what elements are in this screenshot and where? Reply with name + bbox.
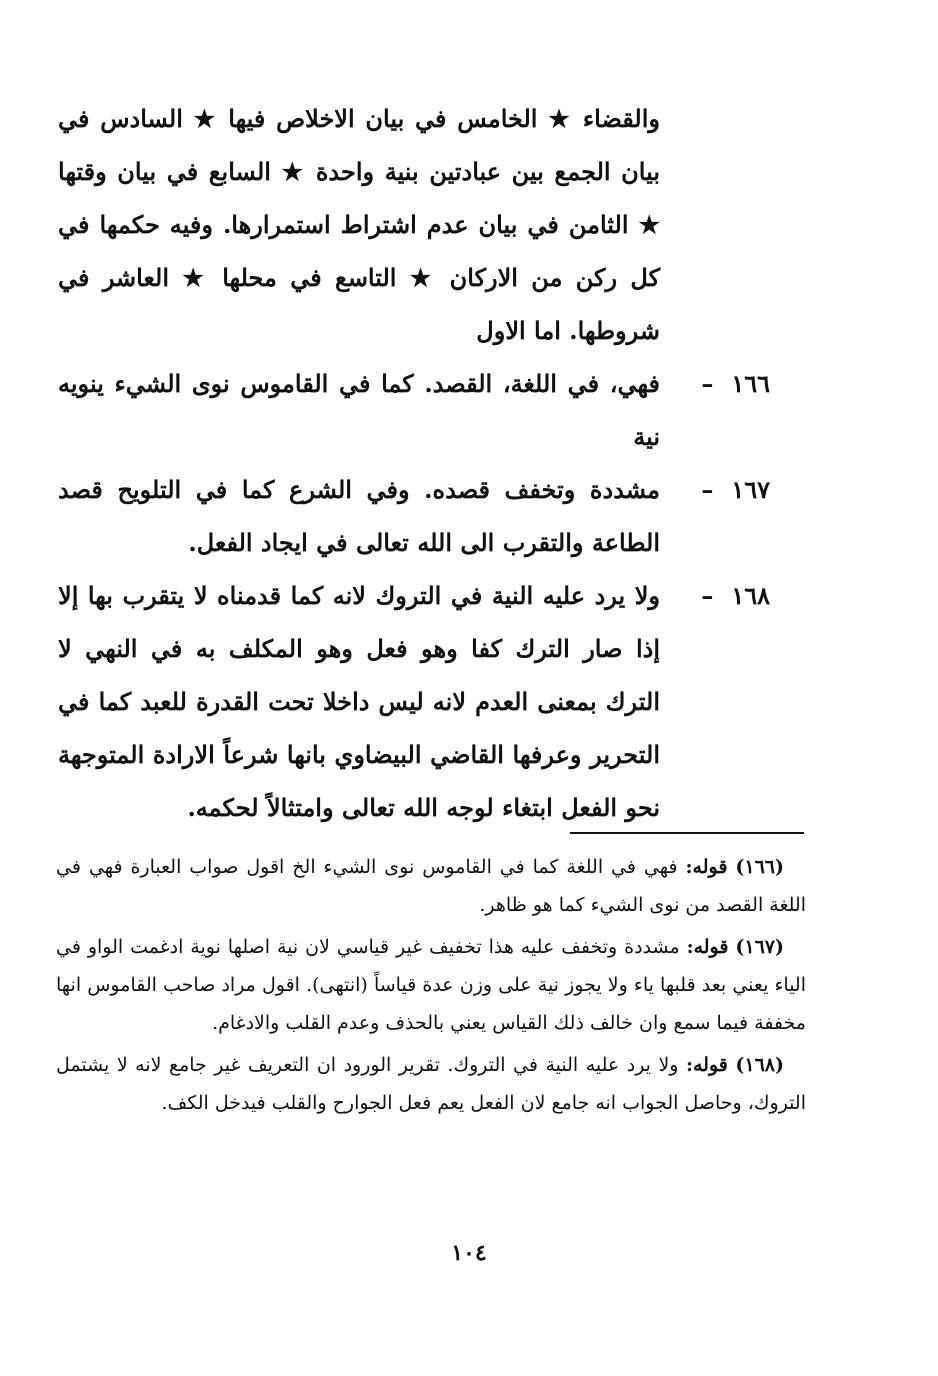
footnotes [56, 848, 806, 1126]
main-text [58, 92, 770, 834]
intro-paragraph: والقضاء ★ الخامس في بيان الاخلاص فيها ★ السادس في بيان الجمع بين عبادتين بنية واحدة ★ السابع في بيان وقتها ★ الثامن في بيان عدم اشتراط استمرارها. وفيه حكمها في كل ركن من الاركان ★ التاسع في محلها ★ العاشر في شروطها. اما الاول [58, 104, 660, 345]
paragraph-number [660, 357, 770, 463]
footnote-ref: (١٦٨) [735, 1054, 784, 1076]
footnote-text: مشددة وتخفف عليه هذا تخفيف غير قياسي لان نية اصلها نوية ادغمت الواو في الياء يعني بعد قلبها ياء ولا يجوز نية على وزن عدة قياساً (انتهى). اقول مراد صاحب القاموس انها مخففة فيما سمع وان خالف ذلك القياس يعني بالحذف وعدم القلب والادغام. [56, 936, 806, 1034]
footnote-keyword: قوله: [685, 1054, 728, 1076]
footnote-167 [56, 928, 806, 1042]
footnote-ref: (١٦٧) [735, 936, 784, 958]
footnote-166 [56, 848, 806, 924]
paragraph-number [660, 463, 770, 569]
page-number: ١٠٤ [451, 1240, 487, 1266]
footnote-separator [570, 832, 804, 834]
number-label: ١٦٧ [731, 475, 770, 504]
footnote-keyword: قوله: [685, 856, 728, 878]
footnote-keyword: قوله: [686, 936, 729, 958]
footnote-168 [56, 1046, 806, 1122]
paragraph-text: ولا يرد عليه النية في التروك لانه كما قدمناه لا يتقرب بها إلا إذا صار الترك كفا وهو فعل وهو المكلف به في النهي لا الترك بمعنى العدم لانه ليس داخلا تحت القدرة للعبد كما في التحرير وعرفها القاضي البيضاوي بانها شرعاً الارادة المتوجهة نحو الفعل ابتغاء لوجه الله تعالى وامتثالاً لحكمه. [58, 581, 660, 822]
numbered-paragraph-167 [58, 463, 770, 569]
number-dash: – [701, 475, 714, 504]
number-label: ١٦٨ [731, 581, 770, 610]
number-label: ١٦٦ [731, 369, 770, 398]
numbered-paragraph-166 [58, 357, 770, 463]
number-dash: – [701, 581, 714, 610]
footnote-ref: (١٦٦) [735, 856, 785, 878]
paragraph-text: مشددة وتخفف قصده. وفي الشرع كما في التلويح قصد الطاعة والتقرب الى الله تعالى في ايجاد الفعل. [58, 475, 660, 557]
paragraph-number [660, 569, 770, 834]
numbered-paragraph-168 [58, 569, 770, 834]
footnote-text: ولا يرد عليه النية في التروك. تقرير الورود ان التعريف غير جامع لانه لا يشتمل التروك، وحاصل الجواب انه جامع لان الفعل يعم فعل الجوارح والقلب فيدخل الكف. [56, 1054, 806, 1114]
number-dash: – [701, 369, 714, 398]
footnote-text: فهي في اللغة كما في القاموس نوى الشيء الخ اقول صواب العبارة فهي في اللغة القصد من نوى الشيء كما هو ظاهر. [56, 856, 806, 916]
paragraph-text: فهي، في اللغة، القصد. كما في القاموس نوى الشيء ينويه نية [58, 369, 660, 451]
